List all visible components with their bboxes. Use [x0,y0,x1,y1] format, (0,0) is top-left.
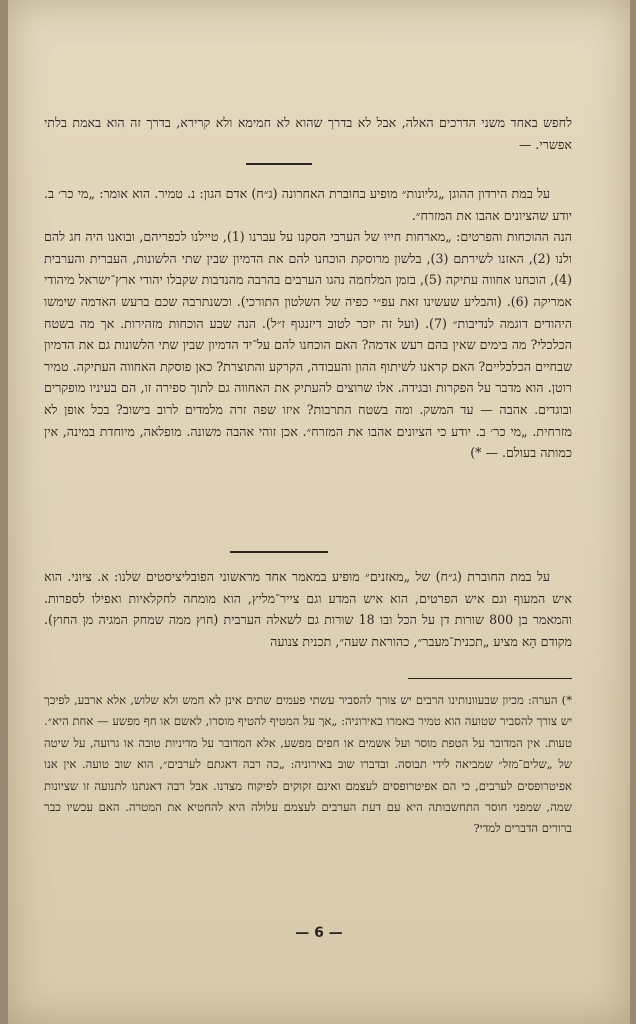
top-paragraph-text: לחפש באחד משני הדרכים האלה, אבל לא בדרך שהוא לא חמימא ולא קרירא, בדרך זה הוא באמת בלתי אפשרי. — [44,115,572,152]
section-divider-1 [246,163,312,165]
section-moznayim [44,566,572,652]
section-moznayim-text: על במת החוברת (ג״ח) של „מאזנים״ מופיע במאמר אחד מראשוני הפובליציסטים שלנו: א. ציוני. הוא איש המעוף וגם איש הפרטים, הוא איש המדע וגם צייר־מליץ, הוא מומחה לחקלאיות ואפילו לספרות. והמאמר בן 800 שורות דן על הכל ובו 18 שורות גם לשאלה הערבית (חוץ ממה שמחק המגיה מן החוץ). מקודם הָא מציע „תכנית־מעבר״, כהוראת שעה״, תכנית צנועה [44,569,572,649]
footnote-separator [408,678,572,679]
footnote [44,690,572,840]
section-divider-2 [230,551,328,553]
top-paragraph [44,112,572,155]
section-gilyonot [44,183,572,464]
document-page [8,0,630,1024]
footnote-text: *) הערה: מכיון שבעוונותינו הרבים יש צורך להסביר עשתי פעמים שתים אינן לא חמש ולא שלוש, אלא ארבע, לפיכך יש צורך להסביר שטועה הוא טמיר באמרו באירוניה: „אך על המטיף להטיף מוסרו, לאשם או חף מפשע — אחת היא״. טעות. אין המדובר על הטפת מוסר ועל אשמים או חפים מפשע, אלא המדובר על מדיניות טובה או גרועה, על שיטה של „שלים־מזל״ שמביאה לידי תבוסה. ובדברו שוב באירוניה: „כה רבה דאגתם לערבים״, הוא שוב טועה. אין אנו אפיטרופסים לערבים, כי הם אפיטרופסים לעצמם ואינם זקוקים לפיקוח מצדנו. אבל רבה דאגתנו לתנועה זו שציונות שמה, שמפני חוסר התחשבותה היא עם דעת הערבים לעצמם עלולה היא להחטיא את המטרה. האם עכשיו כבר ברורים הדברים למדי? [44,693,572,836]
section-gilyonot-body: הנה ההוכחות והפרטים: „מארחות חייו של הערבי הסקנו על עברנו (1), טיילנו לכפריהם, ובואנו היה חג להם ולנו (2), האזנו לשירתם (3), בלשון מרוסקת הוכחנו להם את הדמיון שבין שתי הלשונות, העברית והערבית (4), הוכחנו אחווה עתיקה (5), בזמן המלחמה נהגו הערבים בהרבה מהנדבות שקבלו יהודי ארץ־ישראל מיהודי אמריקה (6). (והבליע שעשינו זאת עפ״י כפיה של השלטון התורכי). וכשנתרבה שכם ברעש האדמה שימשו היהודים דוגמה לנדיבות״ (7). (ועל זה יזכר לטוב דיזנגוף ז״ל). הנה שבע הוכחות מזהירות. אך מה בשטח הכלכלי? מה בימים שאין בהם רעש אדמה? האם הוכחנו להם על־יד הדמיון שבין שתי הלשונות גם את הדמיון שבחיים הכלכליים? האם קראנו לשיתוף ההון והעבודה, הקרקע והתוצרת? כאן פוסקת האחווה העתיקה. טמיר רוטן. הוא מדבר על הפקרות ובגידה. אלו שרוצים להעתיק את האחווה גם לתוך ספירה זו, הם בעיניו מופקרים ובוגדים. אהבה — עד המשק. ומה בשטח התרבות? איזו שפה זרה מלמדים לרוב בישוב? בכל אופן לא מזרחית. „מי כר׳ ב. יודע כי הציונים אהבו את המזרח״. אכן זוהי אהבה משונה. מופלאה, מיוחדת במינה, אין כמותה בעולם. — *) [44,229,572,461]
section-gilyonot-intro: על במת הירדון ההוגן „גליונות״ מופיע בחוברת האחרונה (ג״ח) אדם הגון: נ. טמיר. הוא אומר: „מי כר׳ ב. יודע שהציונים אהבו את המזרח״. [44,186,572,223]
page-number: — 6 — [295,925,343,941]
